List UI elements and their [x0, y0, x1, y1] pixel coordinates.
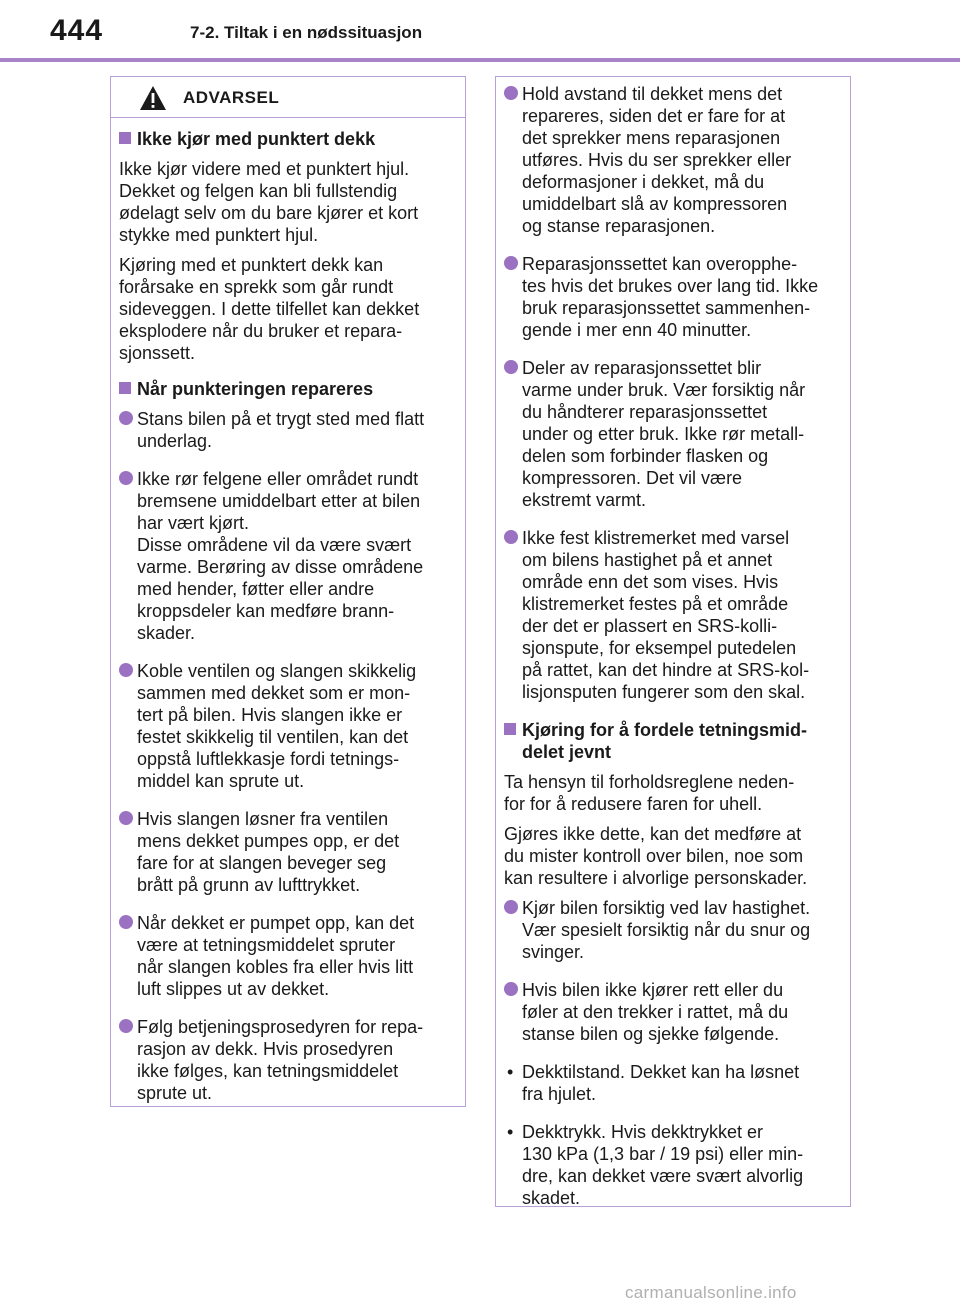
warning-body-left	[111, 118, 465, 1104]
circle-bullet-icon	[504, 256, 518, 270]
sub-list-item	[504, 1121, 842, 1209]
list-item-text: Reparasjonssettet kan overopphe- tes hvis det brukes over lang tid. Ikke bruk reparasjonssettet sammenhen- gende i mer enn 40 minutter.	[522, 254, 819, 340]
list-item	[504, 979, 842, 1045]
list-item-text: Følg betjeningsprosedyren for repa- rasjon av dekk. Hvis prosedyren ikke følges, kan tetningsmiddelet sprute ut.	[137, 1017, 424, 1103]
subheading-text: Ikke kjør med punktert dekk	[137, 129, 376, 149]
warning-body-right	[496, 77, 850, 1209]
list-item-text: Kjør bilen forsiktig ved lav hastighet. Vær spesielt forsiktig når du snur og svinger.	[522, 898, 811, 962]
list-item-text: Hvis slangen løsner fra ventilen mens dekket pumpes opp, er det fare for at slangen beveger seg brått på grunn av lufttrykket.	[137, 809, 400, 895]
page-number: 444	[50, 14, 104, 47]
list-item	[504, 253, 842, 341]
circle-bullet-icon	[504, 530, 518, 544]
warning-header	[111, 77, 465, 118]
list-item-text: Hold avstand til dekket mens det repareres, siden det er fare for at det sprekker mens reparasjonen utføres. Hvis du ser sprekker eller deformasjoner i dekket, må du umiddelbart slå av kompressoren og stanse reparasjonen.	[522, 84, 792, 236]
header-rule	[0, 58, 960, 62]
list-item-text: Når dekket er pumpet opp, kan det være at tetningsmiddelet spruter når slangen kobles fra eller hvis litt luft slippes ut av dekket.	[137, 913, 415, 999]
warning-box-continued	[495, 76, 851, 1207]
circle-bullet-icon	[504, 982, 518, 996]
list-item	[504, 897, 842, 963]
list-item-text: Ikke fest klistremerket med varsel om bilens hastighet på et annet område enn det som vises. Hvis klistremerket festes på et område der det er plassert en SRS-kolli- sjonspute, for eksempel putedelen på rattet, kan det hindre at SRS-kol- lisjonsputen fungerer som den skal.	[522, 528, 810, 702]
square-bullet-icon	[119, 382, 131, 394]
page-header	[0, 0, 960, 62]
watermark: carmanualsonline.info	[625, 1283, 797, 1302]
section-title: 7-2. Tiltak i en nødssituasjon	[190, 23, 423, 42]
list-item	[504, 527, 842, 703]
sub-list-item-text: Dekktilstand. Dekket kan ha løsnet fra hjulet.	[522, 1062, 800, 1104]
warning-triangle-icon	[139, 85, 167, 111]
circle-bullet-icon	[504, 360, 518, 374]
list-item	[119, 468, 457, 644]
list-item-text: Hvis bilen ikke kjører rett eller du føler at den trekker i rattet, må du stanse bilen og sjekke følgende.	[522, 980, 789, 1044]
dot-marker: •	[507, 1062, 514, 1082]
list-item	[504, 83, 842, 237]
circle-bullet-icon	[119, 471, 133, 485]
list-item	[119, 912, 457, 1000]
sub-list-item-text: Dekktrykk. Hvis dekktrykket er 130 kPa (1,3 bar / 19 psi) eller min- dre, kan dekket være svært alvorlig skadet.	[522, 1122, 804, 1208]
list-item-text: Koble ventilen og slangen skikkelig sammen med dekket som er mon- tert på bilen. Hvis slangen ikke er festet skikkelig til ventilen, kan det oppstå luftlekkasje fordi tetnings- middel kan sprute ut.	[137, 661, 417, 791]
circle-bullet-icon	[504, 86, 518, 100]
sub-list-item	[504, 1061, 842, 1105]
subheading-text: Når punkteringen repareres	[137, 379, 374, 399]
circle-bullet-icon	[119, 1019, 133, 1033]
circle-bullet-icon	[119, 411, 133, 425]
list-item	[119, 1016, 457, 1104]
subheading	[119, 128, 457, 150]
circle-bullet-icon	[119, 915, 133, 929]
list-item-text: Deler av reparasjonssettet blir varme under bruk. Vær forsiktig når du håndterer reparasjonssettet under og etter bruk. Ikke rør metall- delen som forbinder flasken og kompressoren. Det vil være ekstremt varmt.	[522, 358, 806, 510]
list-item	[119, 660, 457, 792]
square-bullet-icon	[119, 132, 131, 144]
warning-label: ADVARSEL	[183, 88, 280, 107]
list-item-text: Ikke rør felgene eller området rundt bremsene umiddelbart etter at bilen har vært kjørt. Disse områdene vil da være svært varme. Berøring av disse områdene med hender, føtter eller andre kroppsdeler kan medføre brann- skader.	[137, 469, 424, 643]
dot-marker: •	[507, 1122, 514, 1142]
subheading	[504, 719, 842, 763]
square-bullet-icon	[504, 723, 516, 735]
subheading	[119, 378, 457, 400]
list-item	[119, 408, 457, 452]
list-item-text: Stans bilen på et trygt sted med flatt underlag.	[137, 409, 425, 451]
circle-bullet-icon	[119, 663, 133, 677]
paragraph: Kjøring med et punktert dekk kan forårsake en sprekk som går rundt sideveggen. I dette tilfellet kan dekket eksplodere når du bruker et repara- sjonssett.	[119, 255, 420, 363]
subheading-text: Kjøring for å fordele tetningsmid- delet jevnt	[522, 720, 808, 762]
circle-bullet-icon	[504, 900, 518, 914]
circle-bullet-icon	[119, 811, 133, 825]
warning-box	[110, 76, 466, 1107]
paragraph: Gjøres ikke dette, kan det medføre at du mister kontroll over bilen, noe som kan resultere i alvorlige personskader.	[504, 824, 808, 888]
list-item	[504, 357, 842, 511]
list-item	[119, 808, 457, 896]
paragraph: Ta hensyn til forholdsreglene neden- for for å redusere faren for uhell.	[504, 772, 795, 814]
paragraph: Ikke kjør videre med et punktert hjul. Dekket og felgen kan bli fullstendig ødelagt selv om du bare kjører et kort stykke med punktert hjul.	[119, 159, 419, 245]
